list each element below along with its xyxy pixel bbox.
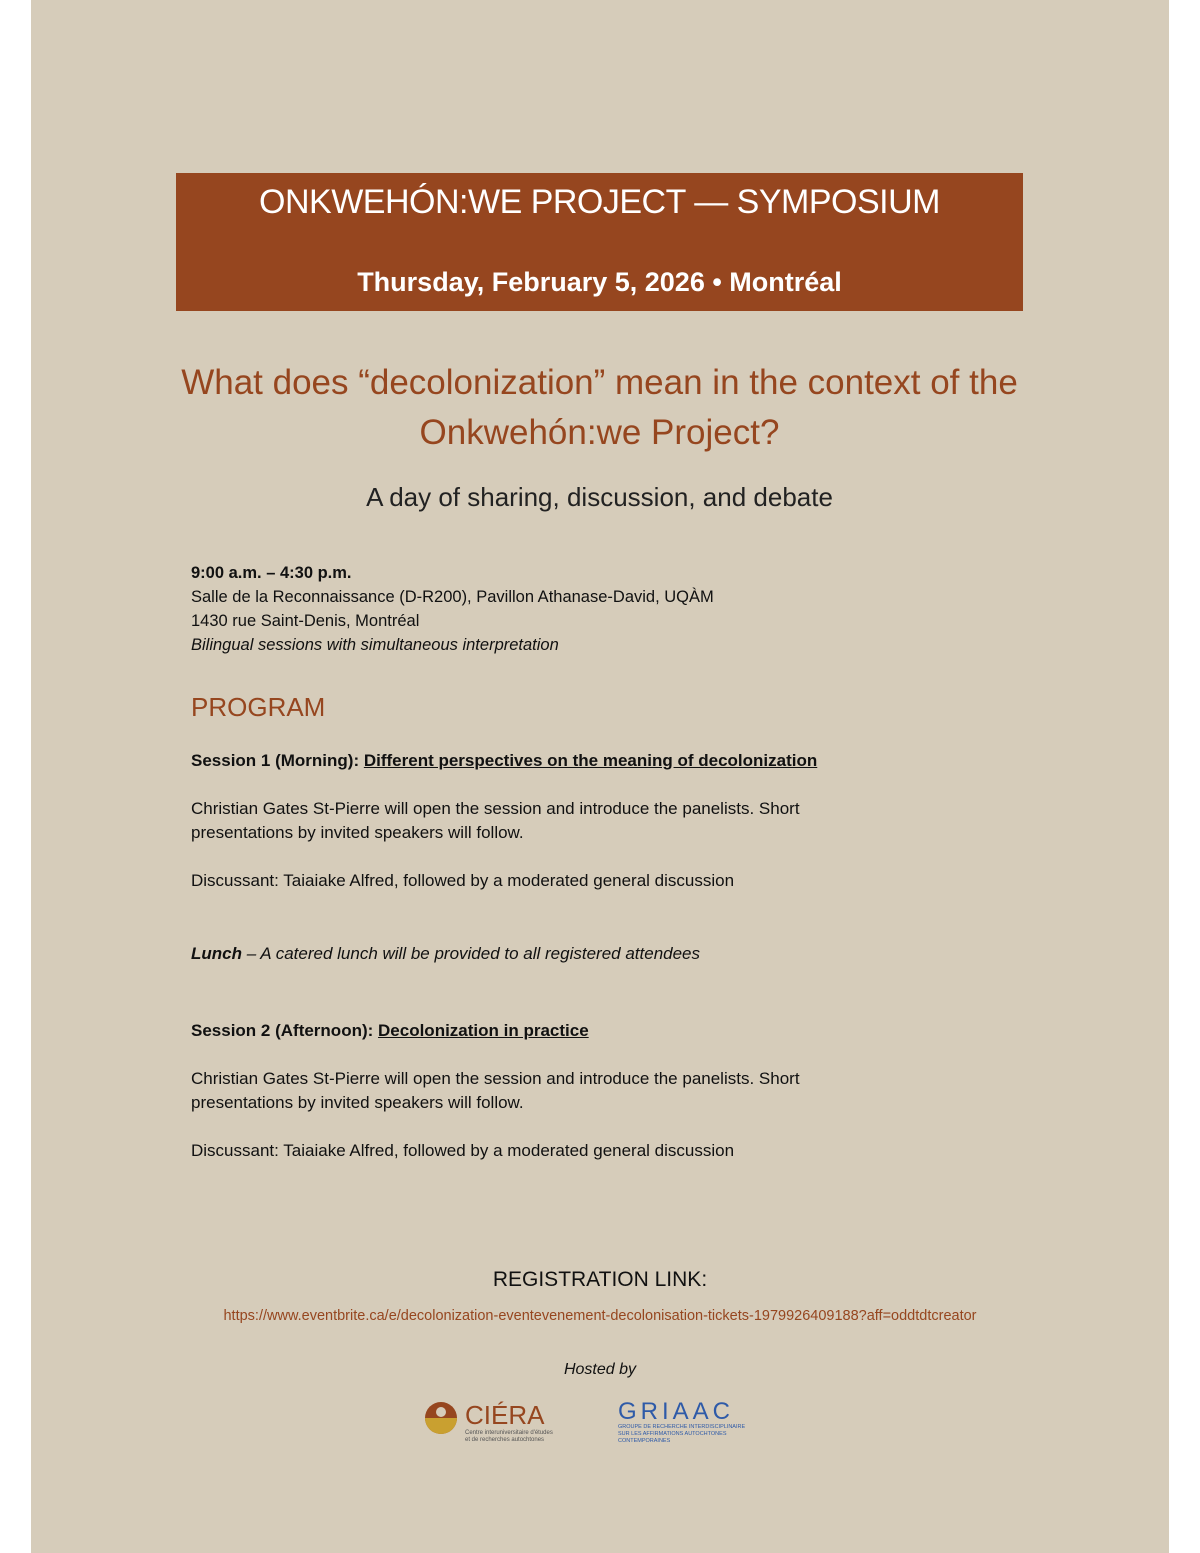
event-address: 1430 rue Saint-Denis, Montréal [191,612,420,630]
session2-discussant: Discussant: Taiaiake Alfred, followed by a moderated general discussion [191,1141,735,1160]
theme-question-line1: What does “decolonization” mean in the context of the [181,363,1018,402]
session2-heading [191,1019,911,1043]
event-subtitle: A day of sharing, discussion, and debate [366,482,833,512]
ciera-logo [423,1394,573,1446]
session1-heading [191,749,911,773]
session2-intro-line2: presentations by invited speakers will follow. [191,1093,524,1112]
session1-title: Different perspectives on the meaning of decolonization [363,751,818,770]
lunch-note [191,942,911,966]
program-heading: PROGRAM [191,692,326,722]
event-time: 9:00 a.m. – 4:30 p.m. [191,564,352,582]
registration-link[interactable]: https://www.eventbrite.ca/e/decolonization-eventevenement-decolonisation-tickets-1979926409188?aff=oddtdtcreator [223,1308,977,1324]
theme-question-line2: Onkwehón:we Project? [419,413,780,452]
session1-intro-line1: Christian Gates St-Pierre will open the session and introduce the panelists. Short [191,799,800,818]
session1-intro [191,797,911,845]
griaac-logo [616,1395,766,1447]
lunch-text: – A catered lunch will be provided to all registered attendees [242,944,701,963]
theme-question [161,358,1038,458]
hosted-by-label: Hosted by [563,1361,637,1378]
bilingual-note: Bilingual sessions with simultaneous interpretation [191,636,559,654]
event-date: Thursday, February 5, 2026 • Montréal [357,267,842,297]
session1-discussant: Discussant: Taiaiake Alfred, followed by a moderated general discussion [191,871,735,890]
griaac-logo-text: GRIAAC [618,1398,735,1425]
session2-intro [191,1067,911,1115]
svg-text:GROUPE DE RECHERCHE INTERDISCI: GROUPE DE RECHERCHE INTERDISCIPLINAIRE [618,1424,746,1430]
session1-intro-line2: presentations by invited speakers will follow. [191,823,524,842]
session2-title: Decolonization in practice [378,1021,589,1040]
event-title: ONKWEHÓN:WE PROJECT — SYMPOSIUM [259,183,940,221]
header-banner [176,173,1023,311]
svg-text:Centre interuniversitaire d'ét: Centre interuniversitaire d'études [465,1430,553,1436]
svg-text:SUR LES AFFIRMATIONS AUTOCHTON: SUR LES AFFIRMATIONS AUTOCHTONES [618,1431,727,1437]
event-info [191,561,714,657]
ciera-logo-text: CIÉRA [465,1400,545,1430]
session2-label: Session 2 (Afternoon): [191,1021,379,1040]
lunch-label: Lunch [191,944,242,963]
session1-label: Session 1 (Morning): [191,751,364,770]
session2-intro-line1: Christian Gates St-Pierre will open the session and introduce the panelists. Short [191,1069,800,1088]
registration-label: REGISTRATION LINK: [492,1268,708,1291]
poster-page [31,0,1169,1553]
svg-text:CONTEMPORAINES: CONTEMPORAINES [618,1438,671,1444]
svg-text:et de recherches autochtones: et de recherches autochtones [465,1437,545,1443]
event-venue: Salle de la Reconnaissance (D-R200), Pavillon Athanase-David, UQÀM [191,588,714,606]
